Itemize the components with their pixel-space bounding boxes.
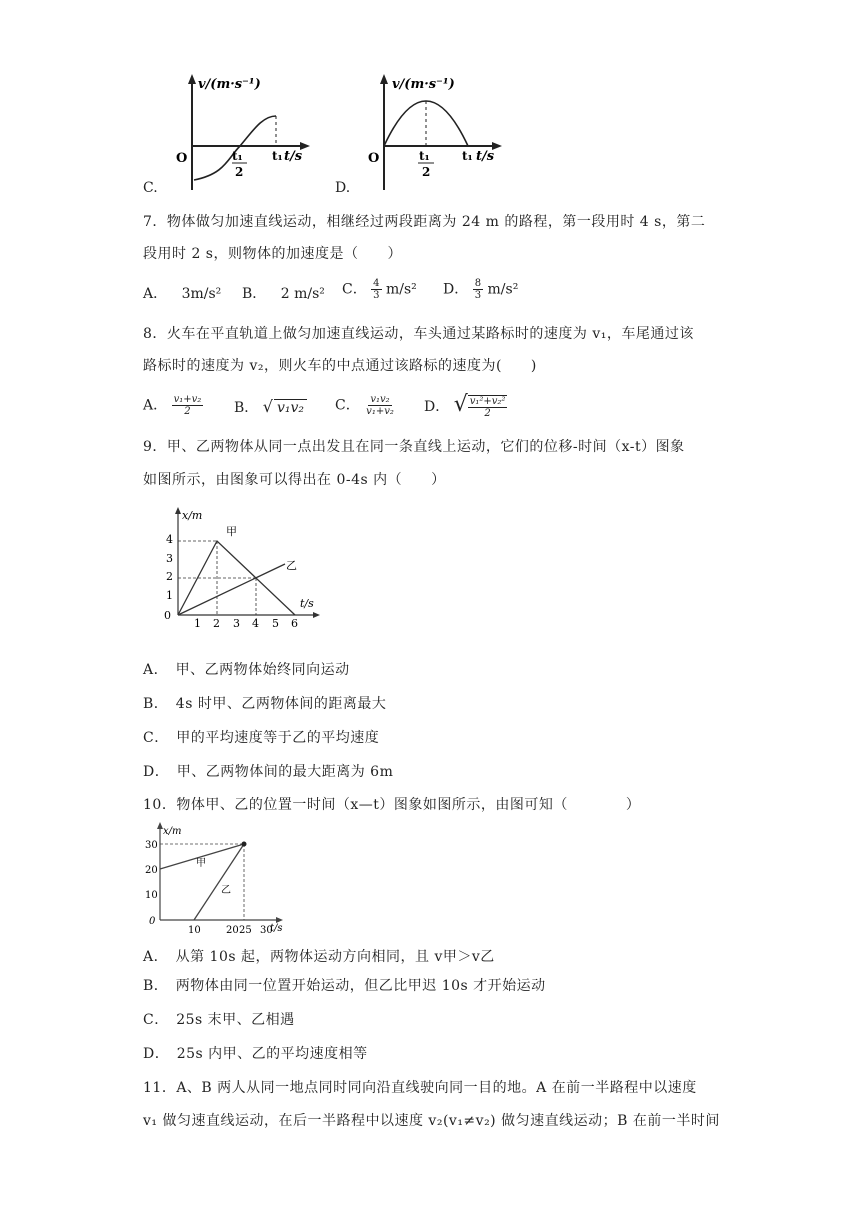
q10-ytick-10: 10 <box>145 890 158 901</box>
q9-xt-graph <box>160 505 325 630</box>
graph-d-xlabel: t/s <box>476 149 495 164</box>
q8-c-den: v₁+v₂ <box>366 406 394 417</box>
q9-label-jia: 甲 <box>226 525 237 538</box>
q10-label-jia: 甲 <box>196 858 206 869</box>
q7-c-num: 4 <box>373 278 380 289</box>
velocity-graph-d <box>362 70 512 195</box>
q9-xtick-1: 1 <box>194 617 201 630</box>
q9-ytick-2: 2 <box>166 570 173 583</box>
graph-d-ylabel: v/(m·s⁻¹) <box>392 77 455 92</box>
q8-d-den: 2 <box>484 408 491 419</box>
graph-d-half: t₁ <box>419 149 430 163</box>
q10-option-a[interactable]: A． 从第 10s 起，两物体运动方向相同，且 v甲＞v乙 <box>143 949 495 965</box>
q7-d-fraction <box>473 278 483 301</box>
q7-d-unit: m/s² <box>487 281 519 298</box>
q7-option-b[interactable] <box>242 283 325 303</box>
q9-xtick-5: 5 <box>272 617 279 630</box>
q9-option-b[interactable]: B． 4s 时甲、乙两物体间的距离最大 <box>143 696 387 712</box>
graph-c-half: t₁ <box>232 149 243 163</box>
q9-option-c[interactable]: C． 甲的平均速度等于乙的平均速度 <box>143 730 380 746</box>
q7-b-value: 2 m/s² <box>280 286 325 302</box>
q10-ytick-30: 30 <box>145 840 158 851</box>
q10-ytick-0: 0 <box>149 916 156 927</box>
q8-c-label: C． <box>335 397 360 414</box>
q10-xt-graph <box>143 822 288 934</box>
q9-option-a[interactable]: A． 甲、乙两物体始终同向运动 <box>143 662 350 678</box>
q8-a-label: A． <box>143 397 168 414</box>
graph-d-end: t₁ <box>462 149 473 163</box>
q10-label-yi: 乙 <box>221 885 231 896</box>
q8-a-den: 2 <box>184 406 191 417</box>
q10-option-d[interactable]: D． 25s 内甲、乙的平均速度相等 <box>143 1046 368 1062</box>
q8-b-label: B． <box>234 400 259 416</box>
q9-xtick-3: 3 <box>233 617 240 630</box>
graph-d-half-den: 2 <box>422 165 431 179</box>
q8-a-fraction <box>172 394 204 417</box>
q7-a-label: A． <box>143 286 168 302</box>
graph-c-end: t₁ <box>272 149 283 163</box>
sqrt-icon: √ <box>262 397 273 416</box>
q9-xtick-6: 6 <box>291 617 298 630</box>
q9-ylabel: x/m <box>182 509 203 522</box>
q7-c-fraction <box>371 278 381 301</box>
q7-line1: 7．物体做匀加速直线运动，相继经过两段距离为 24 m 的路程，第一段用时 4 s，第二 <box>143 214 706 230</box>
velocity-graph-c <box>170 70 320 195</box>
q9-xtick-2: 2 <box>213 617 220 630</box>
q10-line1: 10．物体甲、乙的位置一时间（x—t）图象如图所示，由图可知（ ） <box>143 797 641 813</box>
q8-d-label: D． <box>424 399 450 415</box>
q9-xlabel: t/s <box>300 597 314 610</box>
q11-line2: v₁ 做匀速直线运动，在后一半路程中以速度 v₂(v₁≠v₂) 做匀速直线运动；B 在前一半时间 <box>143 1113 720 1129</box>
q10-ytick-20: 20 <box>145 865 158 876</box>
q10-option-b[interactable]: B． 两物体由同一位置开始运动，但乙比甲迟 10s 才开始运动 <box>143 978 546 994</box>
q8-option-c[interactable] <box>335 394 396 417</box>
q10-option-c[interactable]: C． 25s 末甲、乙相遇 <box>143 1012 295 1028</box>
q7-b-label: B． <box>242 286 267 302</box>
q9-line2: 如图所示，由图象可以得出在 0-4s 内（ ） <box>143 472 446 488</box>
q7-d-num: 8 <box>474 278 482 289</box>
q9-ytick-0: 0 <box>164 609 171 622</box>
q8-line2: 路标时的速度为 v₂，则火车的中点通过该路标的速度为( ) <box>143 358 537 374</box>
q8-c-fraction <box>364 394 396 417</box>
q7-c-den: 3 <box>373 290 380 301</box>
q9-ytick-3: 3 <box>166 552 173 565</box>
q8-d-num: v₁²+v₂² <box>469 396 506 407</box>
option-d-label: D. <box>335 180 351 196</box>
q8-a-num: v₁+v₂ <box>173 394 202 405</box>
q10-line-yi <box>194 844 244 920</box>
q7-option-c[interactable] <box>342 278 417 301</box>
q10-xtick-20: 20 <box>226 925 239 934</box>
q10-xtick-25: 25 <box>239 925 252 934</box>
q10-xtick-30: 30 <box>260 925 273 934</box>
q7-option-a[interactable] <box>143 283 221 303</box>
q8-line1: 8．火车在平直轨道上做匀加速直线运动，车头通过某路标时的速度为 v₁，车尾通过该 <box>143 326 694 342</box>
q8-c-num: v₁v₂ <box>370 394 390 405</box>
q7-a-value: 3m/s² <box>181 286 222 302</box>
graph-c-ylabel: v/(m·s⁻¹) <box>198 77 261 92</box>
q9-xtick-4: 4 <box>252 617 259 630</box>
q11-line1: 11．A、B 两人从同一地点同时同向沿直线驶向同一目的地。A 在前一半路程中以速度 <box>143 1080 697 1096</box>
q9-line1: 9．甲、乙两物体从同一点出发且在同一条直线上运动，它们的位移-时间（x-t）图象 <box>143 439 685 455</box>
q9-label-yi: 乙 <box>286 559 297 572</box>
graph-c-xlabel: t/s <box>284 149 303 164</box>
sqrt-icon: √ <box>453 392 468 417</box>
q8-option-b[interactable] <box>234 397 307 417</box>
q9-ytick-4: 4 <box>166 533 173 546</box>
graph-c-origin: O <box>176 151 188 166</box>
q8-option-d[interactable] <box>424 392 507 419</box>
q7-c-unit: m/s² <box>386 281 417 298</box>
q10-ylabel: x/m <box>163 826 182 837</box>
q7-d-den: 3 <box>474 290 482 301</box>
q7-option-d[interactable] <box>443 278 518 301</box>
graph-c-half-den: 2 <box>235 165 244 179</box>
graph-d-origin: O <box>368 151 380 166</box>
q9-option-d[interactable]: D． 甲、乙两物体间的最大距离为 6m <box>143 764 394 780</box>
q8-option-a[interactable] <box>143 394 203 417</box>
q7-c-label: C． <box>342 281 367 298</box>
q8-d-fraction <box>468 395 508 419</box>
q7-line2: 段用时 2 s，则物体的加速度是（ ） <box>143 246 402 262</box>
q7-d-label: D． <box>443 281 469 298</box>
q9-ytick-1: 1 <box>166 589 173 602</box>
q10-xlabel: t/s <box>270 923 283 934</box>
q8-b-value: v₁v₂ <box>274 399 307 416</box>
option-c-label: C. <box>143 180 158 196</box>
q10-xtick-10: 10 <box>188 925 201 934</box>
